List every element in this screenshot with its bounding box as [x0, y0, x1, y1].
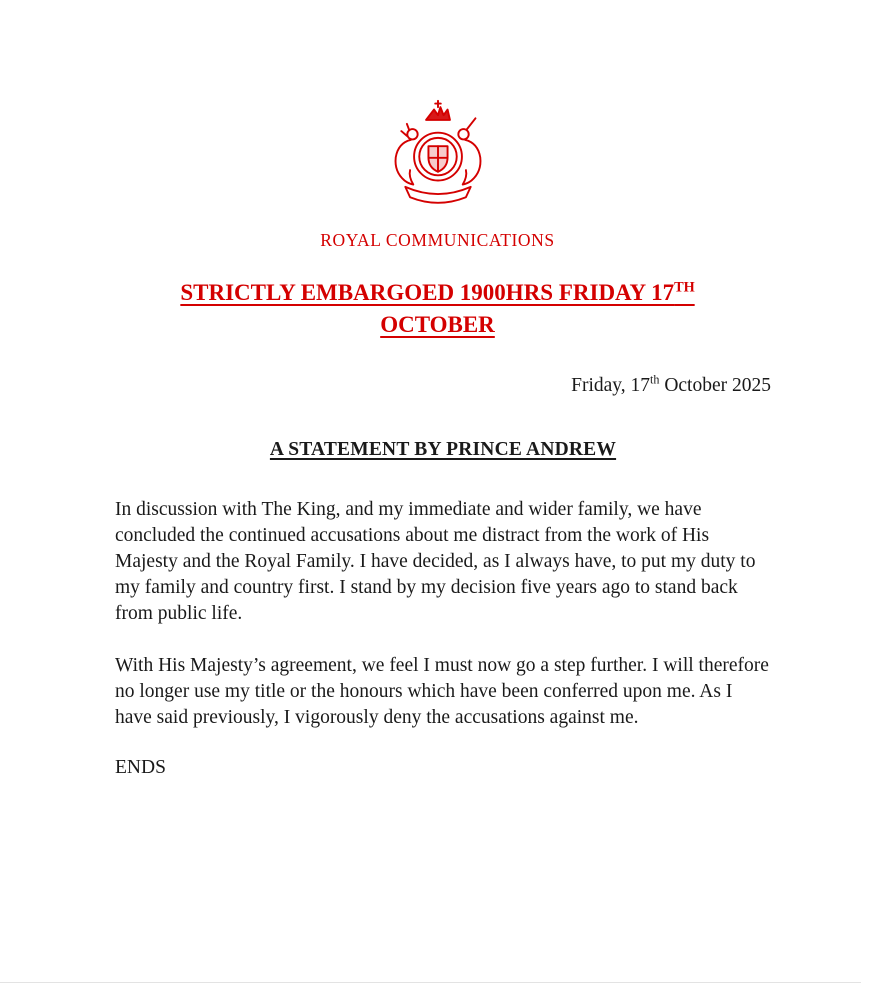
document-page	[0, 96, 875, 779]
date-suffix: October 2025	[659, 375, 771, 397]
motto-ribbon	[405, 187, 470, 203]
dateline	[115, 372, 771, 397]
crown-icon	[426, 107, 450, 120]
embargo-heading	[0, 277, 875, 341]
embargo-line2: OCTOBER	[380, 312, 495, 338]
statement-title-text: A STATEMENT BY PRINCE ANDREW	[269, 439, 617, 461]
embargo-line1-superscript: TH	[674, 279, 695, 296]
unicorn-supporter-icon	[458, 129, 468, 139]
statement-body	[115, 497, 771, 731]
paragraph: With His Majesty’s agreement, we feel I must now go a step further. I will therefore no longer use my title or the honours which have been conferred upon me. As I have said previously, I vigorously deny the accusations against me.	[115, 655, 769, 729]
statement-title	[115, 439, 771, 461]
date-superscript: th	[650, 372, 660, 387]
date-prefix: Friday, 17	[571, 375, 651, 397]
embargo-line1	[180, 280, 694, 305]
brand-title: ROYAL COMMUNICATIONS	[320, 230, 555, 250]
paragraph: In discussion with The King, and my immediate and wider family, we have concluded the continued accusations about me distract from the work of His Majesty and the Royal Family. I have decided, as I always have, to put my duty to my family and country first. I stand by my decision five years ago to stand back from public life.	[115, 499, 756, 625]
ends-label: ENDS	[115, 757, 166, 779]
embargo-line1-text: STRICTLY EMBARGOED 1900HRS FRIDAY 17	[180, 280, 675, 305]
royal-coat-of-arms	[382, 96, 494, 214]
page-bottom-edge	[0, 982, 861, 983]
coat-of-arms-graphic	[382, 96, 494, 214]
